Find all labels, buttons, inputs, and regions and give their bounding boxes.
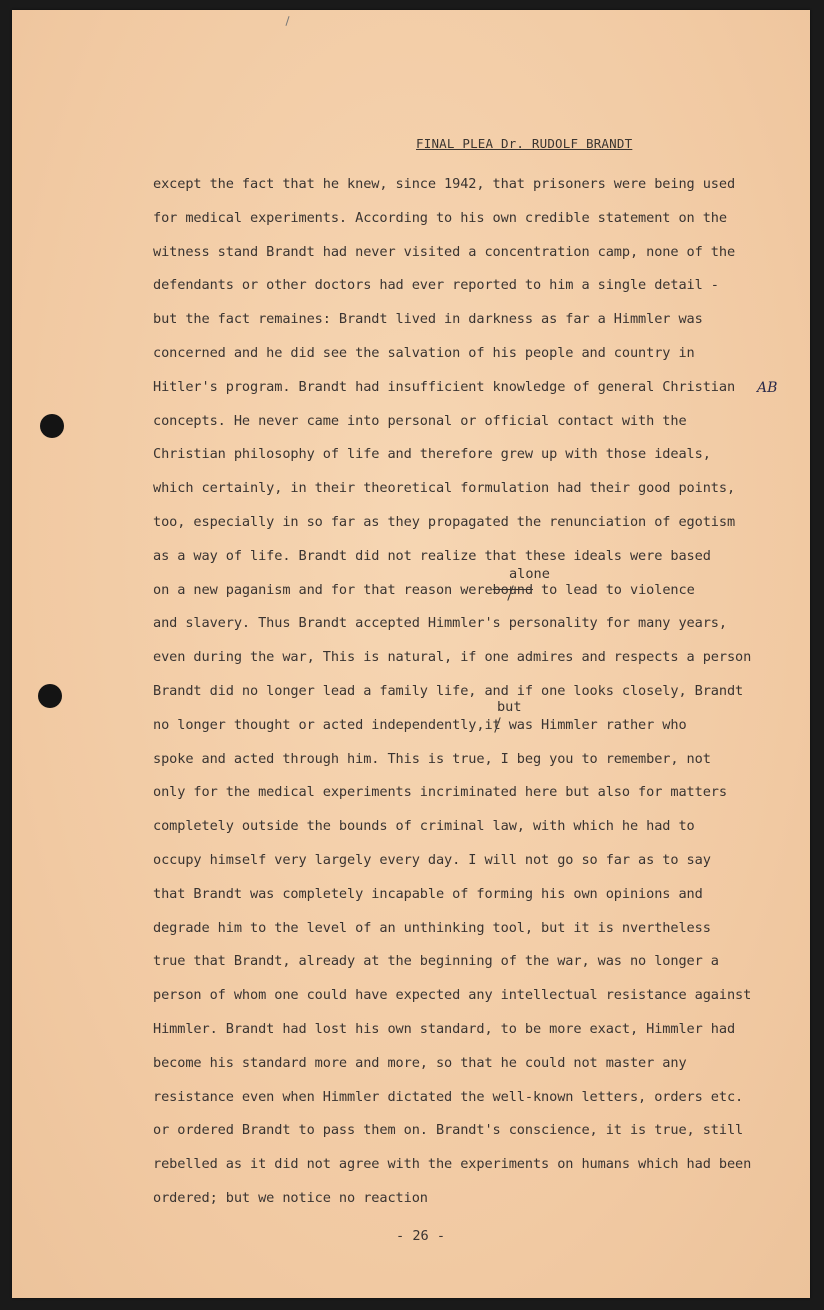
text-line-with-correction bbox=[153, 709, 803, 743]
page-number: - 26 - bbox=[396, 1228, 446, 1244]
text-line: Christian philosophy of life and therefore grew up with those ideals, bbox=[153, 446, 711, 463]
text-line: Brandt did no longer lead a family life, and if one looks closely, Brandt bbox=[153, 682, 744, 699]
margin-initials: AB bbox=[757, 380, 778, 396]
text-line-with-correction bbox=[153, 574, 803, 608]
text-line: that Brandt was completely incapable of forming his own opinions and bbox=[153, 885, 703, 902]
text-line: which certainly, in their theoretical formulation had their good points, bbox=[153, 480, 736, 497]
text-line: concepts. He never came into personal or official contact with the bbox=[153, 412, 687, 429]
punch-hole bbox=[38, 684, 62, 708]
pencil-mark bbox=[285, 16, 289, 26]
text-line: concerned and he did see the salvation of his people and country in bbox=[153, 344, 695, 361]
text-line: occupy himself very largely every day. I will not go so far as to say bbox=[153, 851, 711, 868]
text-line: only for the medical experiments incriminated here but also for matters bbox=[153, 784, 727, 801]
text-line: as a way of life. Brandt did not realize that these ideals were based bbox=[153, 547, 711, 564]
text-line: too, especially in so far as they propagated the renunciation of egotism bbox=[153, 513, 736, 530]
text-line: become his standard more and more, so that he could not master any bbox=[153, 1054, 687, 1071]
text-line: resistance even when Himmler dictated the well-known letters, orders etc. bbox=[153, 1088, 744, 1105]
text-segment: no longer thought or acted independently, bbox=[153, 716, 485, 733]
handwritten-insertion: alone bbox=[509, 566, 550, 582]
text-line: except the fact that he knew, since 1942, that prisoners were being used bbox=[153, 176, 736, 192]
text-line: Hitler's program. Brandt had insufficient knowledge of general Christian bbox=[153, 378, 736, 395]
text-line: but the fact remaines: Brandt lived in darkness as far a Himmler was bbox=[153, 311, 703, 328]
document-header: FINAL PLEA Dr. RUDOLF BRANDT bbox=[416, 136, 633, 151]
text-line: person of whom one could have expected any intellectual resistance against bbox=[153, 987, 752, 1004]
typed-body-text bbox=[153, 168, 803, 1216]
text-line: or ordered Brandt to pass them on. Brandt's conscience, it is true, still bbox=[153, 1122, 744, 1139]
handwritten-insertion: but bbox=[497, 699, 522, 715]
punch-hole bbox=[40, 414, 64, 438]
text-segment: on a new paganism and for that reason were bbox=[153, 581, 493, 598]
text-line: spoke and acted through him. This is true, I beg you to remember, not bbox=[153, 750, 711, 767]
text-segment: it was Himmler rather who bbox=[484, 716, 687, 733]
text-line: for medical experiments. According to his own credible statement on the bbox=[153, 209, 727, 226]
text-line: completely outside the bounds of criminal law, with which he had to bbox=[153, 818, 695, 835]
document-page bbox=[12, 10, 810, 1298]
text-segment: to lead to violence bbox=[532, 581, 695, 598]
text-line: ordered; but we notice no reaction bbox=[153, 1189, 428, 1206]
text-line: witness stand Brandt had never visited a concentration camp, none of the bbox=[153, 243, 736, 260]
text-line: Himmler. Brandt had lost his own standard, to be more exact, Himmler had bbox=[153, 1020, 736, 1037]
text-line: true that Brandt, already at the beginning of the war, was no longer a bbox=[153, 953, 719, 970]
text-line: defendants or other doctors had ever reported to him a single detail - bbox=[153, 277, 719, 294]
text-line: even during the war, This is natural, if one admires and respects a person bbox=[153, 649, 752, 666]
text-line: and slavery. Thus Brandt accepted Himmler's personality for many years, bbox=[153, 615, 727, 632]
struck-word: bound bbox=[492, 581, 533, 598]
text-line: degrade him to the level of an unthinking tool, but it is nvertheless bbox=[153, 919, 711, 936]
text-line: rebelled as it did not agree with the experiments on humans which had been bbox=[153, 1156, 752, 1173]
